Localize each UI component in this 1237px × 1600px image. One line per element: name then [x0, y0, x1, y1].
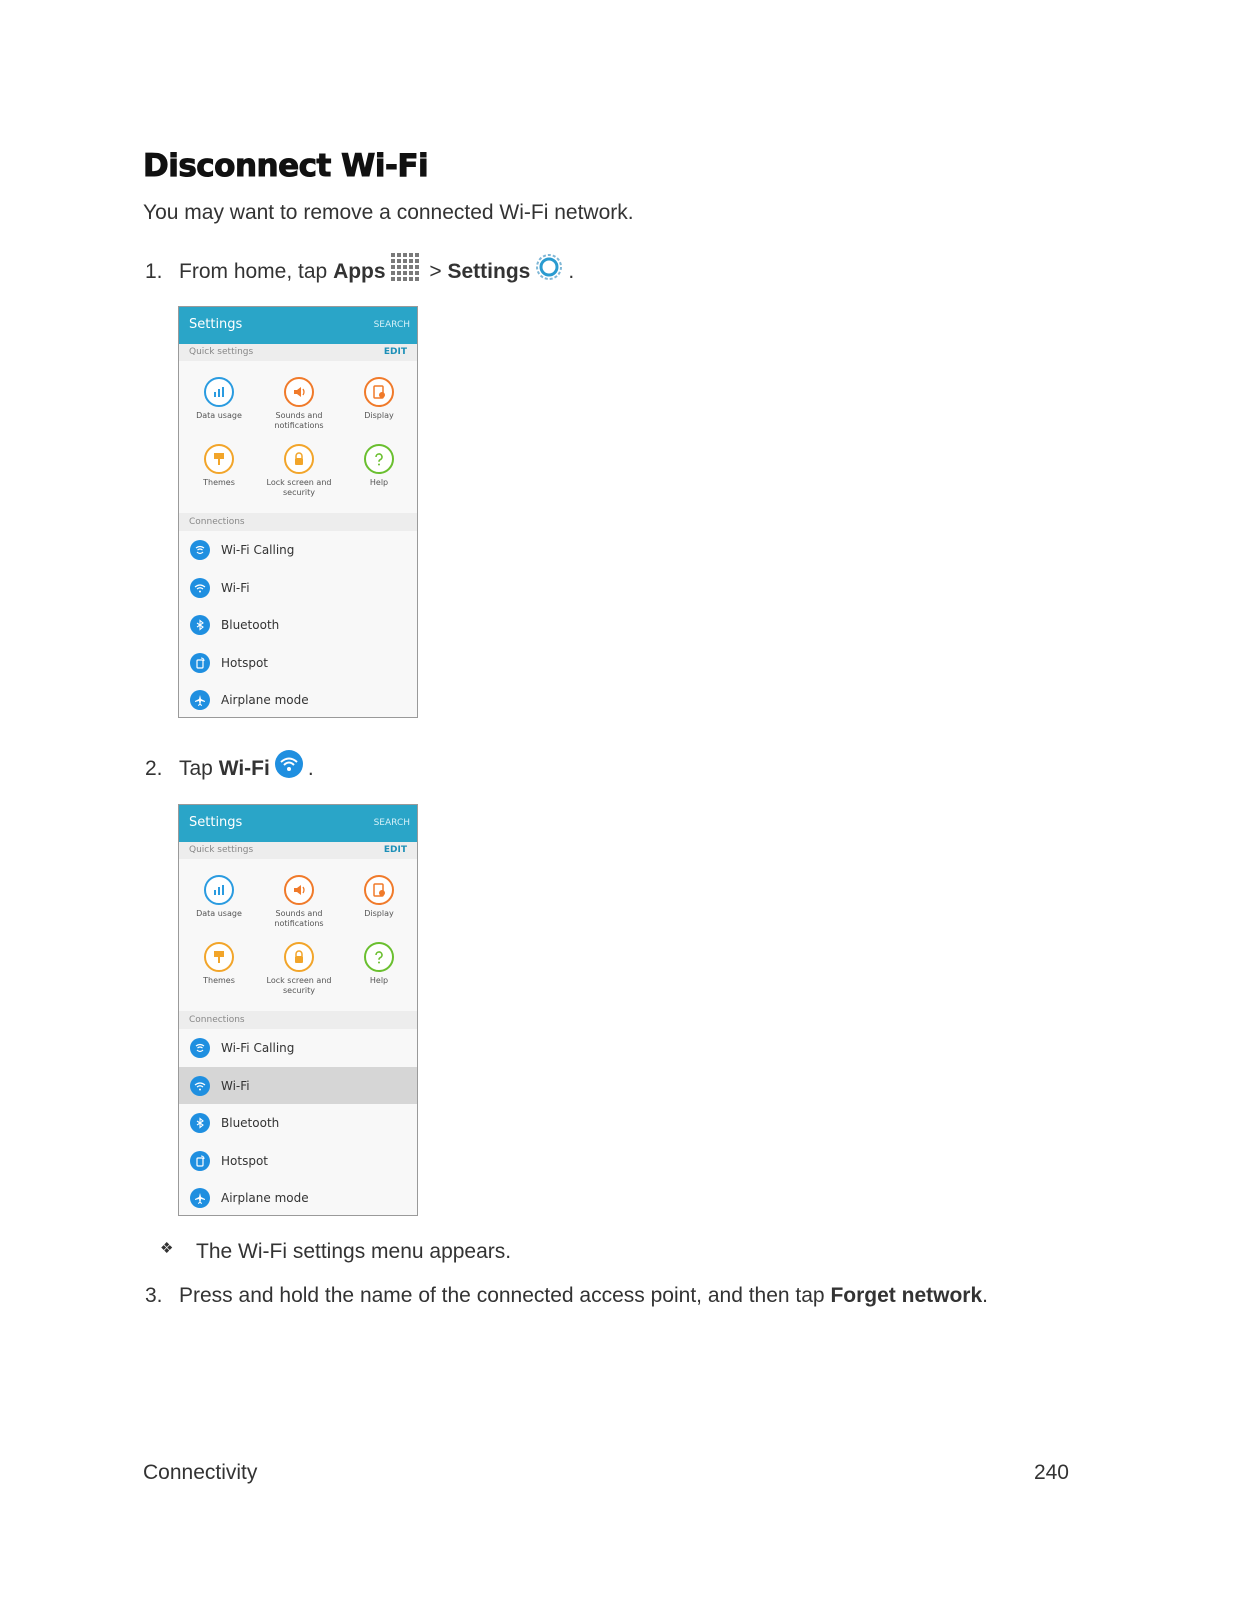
step-number: 3. [145, 1284, 163, 1307]
phone-title: Settings [189, 317, 243, 332]
step-2: 2. Tap Wi-Fi . [145, 749, 314, 785]
edit-button[interactable]: EDIT [383, 845, 407, 855]
quick-settings-grid [179, 859, 417, 1011]
connection-item[interactable]: Airplane mode [179, 681, 417, 718]
wifi-calling-icon [190, 540, 210, 560]
step-1: 1. From home, tap Apps > Settings . [145, 252, 574, 288]
quick-settings-header: Quick settings EDIT [179, 344, 417, 361]
apps-grid-icon [390, 252, 420, 288]
quick-setting-item[interactable]: Sounds and notifications [259, 377, 339, 431]
footer-section: Connectivity [143, 1461, 258, 1484]
wifi-calling-icon [190, 1038, 210, 1058]
lock-icon [284, 942, 314, 972]
search-button[interactable]: SEARCH [373, 320, 410, 330]
bluetooth-icon [190, 1113, 210, 1133]
step-number: 2. [145, 757, 163, 780]
quick-setting-item[interactable]: Data usage [179, 875, 259, 919]
quick-setting-item[interactable]: Help [339, 942, 418, 986]
step-3: 3. Press and hold the name of the connected access point, and then tap Forget network. [145, 1284, 988, 1307]
quick-setting-item[interactable]: Sounds and notifications [259, 875, 339, 929]
connection-item[interactable]: Wi-Fi Calling [179, 1029, 417, 1067]
speaker-icon [284, 875, 314, 905]
question-icon [364, 942, 394, 972]
result-bullet: ❖ The Wi-Fi settings menu appears. [160, 1240, 512, 1263]
wifi-icon [274, 749, 304, 785]
settings-label: Settings [447, 260, 531, 283]
quick-settings-grid [179, 361, 417, 513]
forget-network-label: Forget network [830, 1284, 983, 1307]
search-button[interactable]: SEARCH [373, 818, 410, 828]
bar-chart-icon [204, 875, 234, 905]
settings-screenshot-wifi-highlighted [178, 804, 418, 1216]
display-icon [364, 377, 394, 407]
settings-screenshot [178, 306, 418, 718]
quick-setting-item[interactable]: Display [339, 875, 418, 919]
diamond-bullet-icon: ❖ [160, 1240, 174, 1257]
gear-icon [534, 252, 564, 288]
connection-item[interactable]: Wi-Fi Calling [179, 531, 417, 569]
quick-setting-item[interactable]: Lock screen and security [259, 444, 339, 498]
connection-item[interactable]: Airplane mode [179, 1179, 417, 1216]
hotspot-icon [190, 1151, 210, 1171]
apps-label: Apps [333, 260, 386, 283]
connections-header: Connections [179, 513, 417, 531]
wifi-icon [190, 578, 210, 598]
airplane-icon [190, 690, 210, 710]
brush-icon [204, 942, 234, 972]
airplane-icon [190, 1188, 210, 1208]
page-title: Disconnect Wi-Fi [143, 148, 429, 184]
quick-setting-item[interactable]: Display [339, 377, 418, 421]
connections-header: Connections [179, 1011, 417, 1029]
quick-setting-item[interactable]: Themes [179, 444, 259, 488]
brush-icon [204, 444, 234, 474]
edit-button[interactable]: EDIT [383, 347, 407, 357]
step-number: 1. [145, 260, 163, 283]
wifi-icon [190, 1076, 210, 1096]
quick-setting-item[interactable]: Data usage [179, 377, 259, 421]
quick-setting-item[interactable]: Themes [179, 942, 259, 986]
quick-setting-item[interactable]: Help [339, 444, 418, 488]
phone-header [179, 805, 417, 842]
bar-chart-icon [204, 377, 234, 407]
quick-setting-item[interactable]: Lock screen and security [259, 942, 339, 996]
question-icon [364, 444, 394, 474]
intro-text: You may want to remove a connected Wi-Fi network. [143, 201, 634, 224]
connection-item[interactable]: Bluetooth [179, 1104, 417, 1142]
bluetooth-icon [190, 615, 210, 635]
connection-item[interactable]: Wi-Fi [179, 1067, 417, 1105]
display-icon [364, 875, 394, 905]
phone-title: Settings [189, 815, 243, 830]
hotspot-icon [190, 653, 210, 673]
quick-settings-header: Quick settings EDIT [179, 842, 417, 859]
connection-item[interactable]: Wi-Fi [179, 569, 417, 607]
wifi-label: Wi-Fi [218, 757, 270, 780]
connection-item[interactable]: Bluetooth [179, 606, 417, 644]
page-number: 240 [1033, 1461, 1069, 1484]
phone-header [179, 307, 417, 344]
connection-item[interactable]: Hotspot [179, 644, 417, 682]
connection-item[interactable]: Hotspot [179, 1142, 417, 1180]
speaker-icon [284, 377, 314, 407]
lock-icon [284, 444, 314, 474]
